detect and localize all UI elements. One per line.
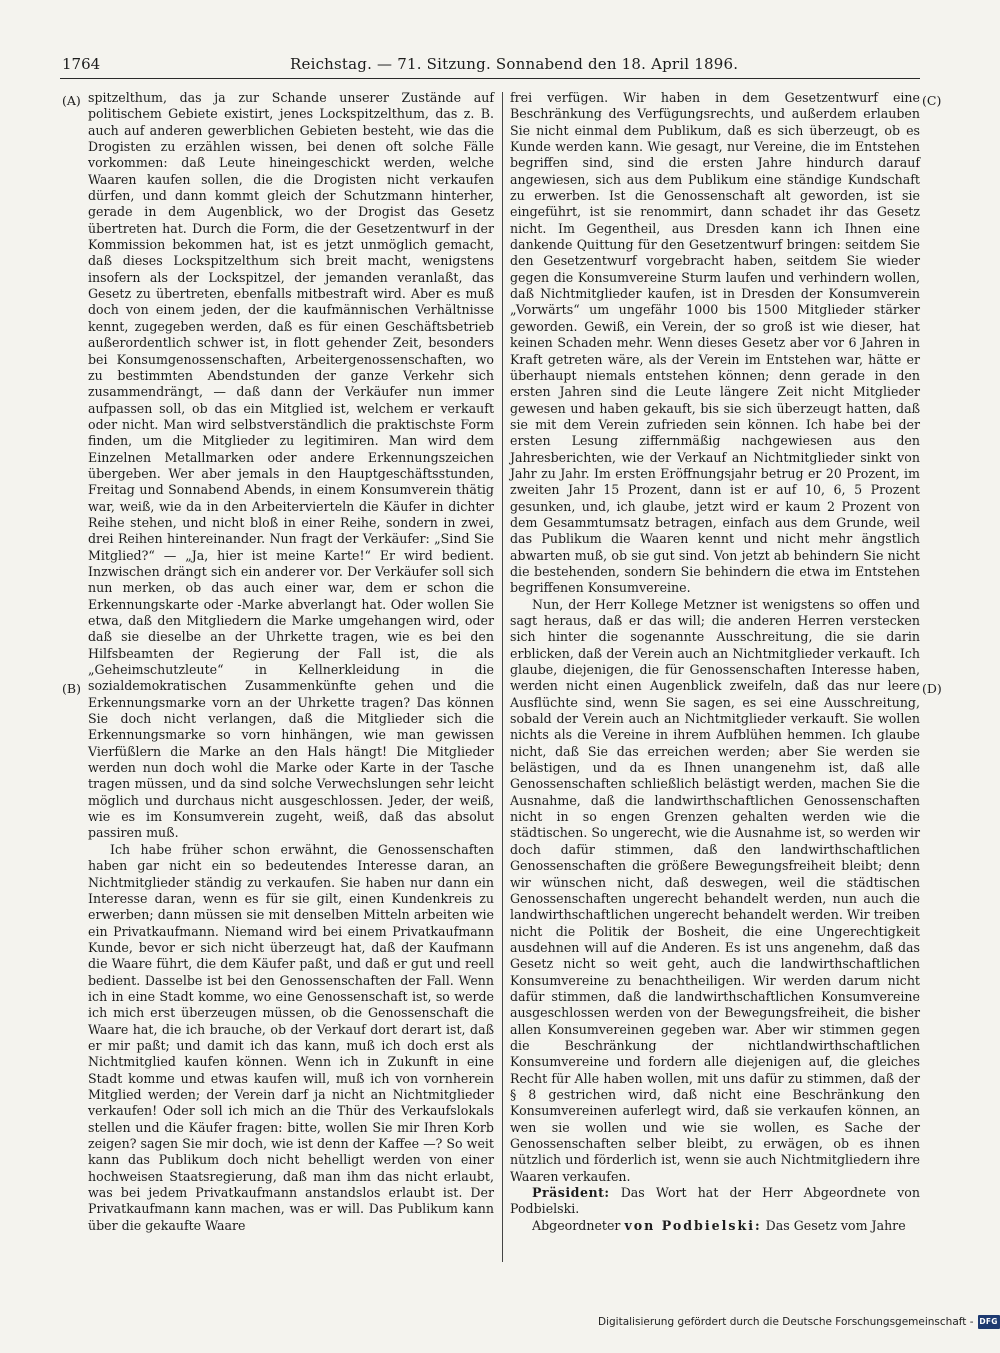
- paragraph: frei verfügen. Wir haben in dem Gesetzentwurf eine Beschränkung des Verfügungsrechts, und außerdem erlauben Sie nicht einmal dem Publikum, daß es sich überzeugt, ob es Kunde werden kann. Wie gesagt, nur Vereine, die im Entstehen begriffen sind, sind die ersten Jahre hindurch darauf angewiesen, sich aus dem Publikum eine ständige Kundschaft zu erwerben. Ist die Genossenschaft alt geworden, ist sie eingeführt, ist sie renommirt, dann schadet ihr das Gesetz nicht. Im Gegentheil, aus Dresden kann ich Ihnen eine dankende Quittung für den Gesetzentwurf bringen: seitdem Sie den Gesetzentwurf vorgebracht haben, seitdem Sie wieder gegen die Konsumvereine Sturm laufen und verhindern wollen, daß Nichtmitglieder kaufen, ist in Dresden der Konsumverein „Vorwärts“ um ungefähr 1000 bis 1500 Mitglieder stärker geworden. Gewiß, ein Verein, der so groß ist wie dieser, hat keinen Schaden mehr. Wenn dieses Gesetz aber vor 6 Jahren in Kraft getreten wäre, als der Verein im Entstehen war, hätte er überhaupt niemals entstehen können; denn gerade in den ersten Jahren sind die Leute längere Zeit nicht Mitglieder gewesen und haben gekauft, bis sie sich überzeugt hatten, daß sie mit dem Verein zufrieden sein können. Ich habe bei der ersten Lesung ziffernmäßig nachgewiesen aus den Jahresberichten, wie der Verkauf an Nichtmitglieder sinkt von Jahr zu Jahr. Im ersten Eröffnungsjahr betrug er 20 Prozent, im zweiten Jahr 15 Prozent, dann ist er auf 10, 6, 5 Prozent gesunken, und, ich glaube, jetzt wird er kaum 2 Prozent von dem Gesammtumsatz betragen, einfach aus dem Grunde, weil das Publikum die Waaren kennt und nicht mehr ängstlich abwarten muß, ob sie gut sind. Von jetzt ab behindern Sie nicht die bestehenden, sondern Sie behindern die etwa im Entstehen begriffenen Konsumvereine.: [510, 90, 920, 596]
- digitization-credit: [598, 1312, 1000, 1332]
- paragraph: Ich habe früher schon erwähnt, die Genossenschaften haben gar nicht ein so bedeutendes Interesse daran, an Nichtmitglieder ständig zu verkaufen. Sie haben nur dann ein Interesse daran, wenn es für sie gilt, einen Kundenkreis zu erwerben; dann müssen sie mit denselben Mitteln arbeiten wie ein Privatkaufmann. Niemand wird bei einem Privatkaufmann Kunde, bevor er sich nicht überzeugt hat, daß der Kaufmann die Waare führt, die dem Käufer paßt, und daß er gut und reell bedient. Dasselbe ist bei den Genossenschaften der Fall. Wenn ich in eine Stadt komme, wo eine Genossenschaft ist, so werde ich mich erst überzeugen müssen, ob die Genossenschaft die Waare hat, die ich brauche, ob der Verkauf dort derart ist, daß er mir paßt; und damit ich das kann, muß ich doch erst als Nichtmitglied kaufen können. Wenn ich in Zukunft in eine Stadt komme und etwas kaufen will, muß ich von vornherein Mitglied werden; der Verein darf ja nicht an Nichtmitglieder verkaufen! Oder soll ich mich an die Thür des Verkaufslokals stellen und die Käufer fragen: bitte, wollen Sie mir Ihren Korb zeigen? sagen Sie mir doch, wie ist denn der Kaffee —? So weit kann das Publikum doch nicht behelligt werden von einer hochweisen Staatsregierung, daß man ihm das nicht erlaubt, was bei jedem Privatkaufmann anstandslos erlaubt ist. Der Privatkaufmann kann machen, was er will. Das Publikum kann über die gekaufte Waare: [88, 841, 494, 1233]
- speech-text: Das Gesetz vom Jahre: [761, 1217, 906, 1233]
- speech-text: Das Wort hat der Herr Abgeordnete von Podbielski.: [510, 1185, 920, 1217]
- speaker-label: Präsident:: [532, 1185, 610, 1201]
- column-divider: [502, 92, 503, 1262]
- speaker-paragraph: [510, 1185, 920, 1218]
- page-header: [60, 52, 920, 76]
- margin-marker-b: (B): [62, 681, 81, 696]
- dfg-logo: DFG: [978, 1315, 1000, 1329]
- page-number: 1764: [62, 55, 101, 73]
- right-column: [510, 90, 920, 1234]
- margin-marker-a: (A): [62, 93, 81, 108]
- margin-marker-d: (D): [922, 681, 942, 696]
- header-rule: [60, 78, 920, 79]
- margin-marker-c: (C): [922, 93, 942, 108]
- speaker-paragraph: [510, 1218, 920, 1234]
- speaker-title: Abgeordneter: [532, 1217, 625, 1233]
- credit-text: Digitalisierung gefördert durch die Deutsche Forschungsgemeinschaft -: [598, 1316, 974, 1328]
- paragraph: spitzelthum, das ja zur Schande unserer Zustände auf politischem Gebiete existirt, jenes Lockspitzelthum, das z. B. auch auf anderen gewerblichen Gebieten besteht, wie das die Drogisten zu erzählen wissen, bei denen oft solche Fälle vorkommen: daß Leute hineingeschickt werden, welche Waaren kaufen sollen, die die Drogisten nicht verkaufen dürfen, und dann kommt gleich der Schutzmann hinterher, gerade in dem Augenblick, wo der Drogist das Gesetz übertreten hat. Durch die Form, die der Gesetzentwurf in der Kommission bekommen hat, ist es jetzt unmöglich gemacht, daß dieses Lockspitzelthum sich breit macht, wenigstens insofern als der Lockspitzel, der jemanden veranlaßt, das Gesetz zu übertreten, ebenfalls mitbestraft wird. Aber es muß doch von einem jeden, der die kaufmännischen Verhältnisse kennt, zugegeben werden, daß es für einen Geschäftsbetrieb außerordentlich schwer ist, in flott gehender Zeit, besonders bei Konsumgenossenschaften, Arbeitergenossenschaften, wo zu bestimmten Abendstunden der ganze Verkehr sich zusammendrängt, — daß dann der Verkäufer nun immer aufpassen soll, ob das ein Mitglied ist, welchem er verkauft oder nicht. Man wird selbstverständlich die praktischste Form finden, um die Mitglieder zu legitimiren. Man wird dem Einzelnen Metallmarken oder andere Erkennungszeichen übergeben. Wer aber jemals in den Hauptgeschäftsstunden, Freitag und Sonnabend Abends, in einem Konsumverein thätig war, weiß, wie da in den Arbeitervierteln die Käufer in dichter Reihe stehen, und nicht bloß in einer Reihe, sondern in zwei, drei Reihen hintereinander. Nun fragt der Verkäufer: „Sind Sie Mitglied?“ — „Ja, hier ist meine Karte!“ Er wird bedient. Inzwischen drängt sich ein anderer vor. Der Verkäufer soll sich nun merken, ob das auch einer war, dem er schon die Erkennungskarte oder -Marke abverlangt hat. Oder wollen Sie etwa, daß den Mitgliedern die Marke umgehangen wird, oder daß sie dieselbe an der Uhrkette tragen, wie es bei den Hilfsbeamten der Regierung der Fall ist, die als „Geheimschutzleute“ in Kellnerkleidung in die sozialdemokratischen Zusammenkünfte gehen und die Erkennungsmarke vorn an der Uhrkette tragen? Das können Sie doch nicht verlangen, daß die Mitglieder sich die Erkennungsmarke so vorn hinhängen, wie man gewissen Vierfüßlern die Marke an den Hals hängt! Die Mitglieder werden nun doch wohl die Marke oder Karte in der Tasche tragen müssen, und da sind solche Verwechslungen sehr leicht möglich und durchaus nicht ausgeschlossen. Jeder, der weiß, wie es im Konsumverein zugeht, weiß, daß das absolut passiren muß.: [88, 90, 494, 841]
- left-column: [88, 90, 494, 1234]
- running-head: Reichstag. — 71. Sitzung. Sonnabend den 18. April 1896.: [290, 55, 739, 73]
- paragraph: Nun, der Herr Kollege Metzner ist wenigstens so offen und sagt heraus, daß er das will; die anderen Herren verstecken sich hinter die sogenannte Ausschreitung, die sie darin erblicken, daß der Verein auch an Nichtmitglieder verkauft. Ich glaube, diejenigen, die für Genossenschaften Interesse haben, werden nicht einen Augenblick zweifeln, daß das nur leere Ausflüchte sind, wenn Sie sagen, es sei eine Ausschreitung, sobald der Verein auch an Nichtmitglieder verkauft. Sie wollen nichts als die Vereine in ihrem Aufblühen hemmen. Ich glaube nicht, daß Sie das erreichen werden; aber Sie werden sie belästigen, und da es Ihnen unangenehm ist, daß alle Genossenschaften schließlich belästigt werden, machen Sie die Ausnahme, daß die landwirthschaftlichen Genossenschaften nicht in so engen Grenzen gehalten werden wie die städtischen. So ungerecht, wie die Ausnahme ist, so werden wir doch dafür stimmen, daß den landwirthschaftlichen Genossenschaften die größere Bewegungsfreiheit bleibt; denn wir wünschen nicht, daß deswegen, weil die städtischen Genossenschaften ungerecht behandelt werden, nun auch die landwirthschaftlichen ungerecht behandelt werden. Wir treiben nicht die Politik der Bosheit, die eine Ungerechtigkeit ausdehnen will auf die Anderen. Es ist uns angenehm, daß das Gesetz nicht so weit geht, auch die landwirthschaftlichen Konsumvereine zu benachtheiligen. Wir werden darum nicht dafür stimmen, daß die landwirthschaftlichen Konsumvereine ausgeschlossen werden von der Bewegungsfreiheit, die bisher allen Konsumvereinen gegeben war. Aber wir stimmen gegen die Beschränkung der nichtlandwirthschaftlichen Konsumvereine und fordern alle diejenigen auf, die gleiches Recht für Alle haben wollen, mit uns dafür zu stimmen, daß der § 8 gestrichen wird, daß nicht eine Beschränkung den Konsumvereinen auferlegt wird, daß sie verkaufen können, an wen sie wollen und wie sie wollen, es Sache der Genossenschaften selber bleibt, zu erwägen, ob es ihnen nützlich und förderlich ist, wenn sie auch Nichtmitgliedern ihre Waaren verkaufen.: [510, 596, 920, 1184]
- speaker-name: von Podbielski:: [624, 1217, 762, 1233]
